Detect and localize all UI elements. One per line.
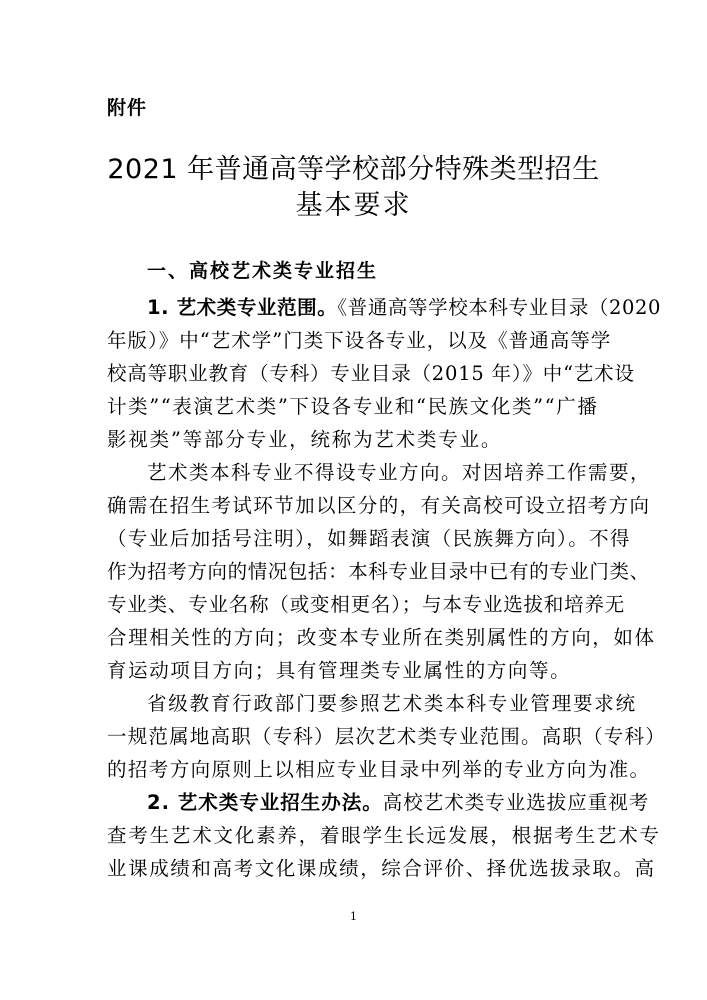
- document-title-line-1: 2021 年普通高等学校部分特殊类型招生: [107, 154, 600, 185]
- item-text: 高校艺术类专业选拔应重视考: [382, 791, 650, 814]
- paragraph-line: 影视类”等部分专业，统称为艺术类专业。: [107, 428, 503, 451]
- item-text: 《普通高等学校本科专业目录（2020: [337, 296, 662, 319]
- paragraph-line: 省级教育行政部门要参照艺术类本科专业管理要求统: [147, 692, 637, 715]
- paragraph-line: 业课成绩和高考文化课成绩，综合评价、择优选拔录取。高: [107, 857, 656, 880]
- document-title-line-2: 基本要求: [295, 190, 412, 221]
- paragraph-line: 专业类、专业名称（或变相更名）；与本专业选拔和培养无: [107, 593, 626, 616]
- paragraph-line: 确需在招生考试环节加以区分的，有关高校可设立招考方向: [107, 494, 651, 517]
- paragraph-line: 育运动项目方向；具有管理类专业属性的方向等。: [107, 659, 572, 682]
- paragraph-line: [147, 788, 649, 818]
- item-label: 2. 艺术类专业招生办法。: [147, 791, 383, 814]
- paragraph-line: 艺术类本科专业不得设专业方向。对因培养工作需要，: [147, 461, 652, 484]
- paragraph-line: [147, 293, 661, 323]
- paragraph-line: （专业后加括号注明），如舞蹈表演（民族舞方向）。不得: [107, 527, 631, 550]
- paragraph-line: 计类”“表演艺术类”下设各专业和“民族文化类”“广播: [107, 395, 599, 418]
- paragraph-line: 合理相关性的方向；改变本专业所在类别属性的方向，如体: [107, 626, 656, 649]
- section-heading: 一、高校艺术类专业招生: [147, 260, 379, 282]
- paragraph-line: 作为招考方向的情况包括：本科专业目录中已有的专业门类、: [107, 560, 650, 583]
- page-number: 1: [350, 910, 357, 923]
- paragraph-line: 年版）》中“艺术学”门类下设各专业，以及《普通高等学: [107, 329, 612, 352]
- paragraph-line: 一规范属地高职（专科）层次艺术类专业范围。高职（专科）: [107, 725, 666, 748]
- paragraph-line: 查考生艺术文化素养，着眼学生长远发展，根据考生艺术专: [107, 824, 661, 847]
- item-label: 1. 艺术类专业范围。: [147, 296, 338, 319]
- paragraph-line: 校高等职业教育（专科）专业目录（2015 年）》中“艺术设: [107, 362, 635, 385]
- attachment-label: 附件: [107, 97, 148, 119]
- paragraph-line: 的招考方向原则上以相应专业目录中列举的专业方向为准。: [107, 758, 651, 781]
